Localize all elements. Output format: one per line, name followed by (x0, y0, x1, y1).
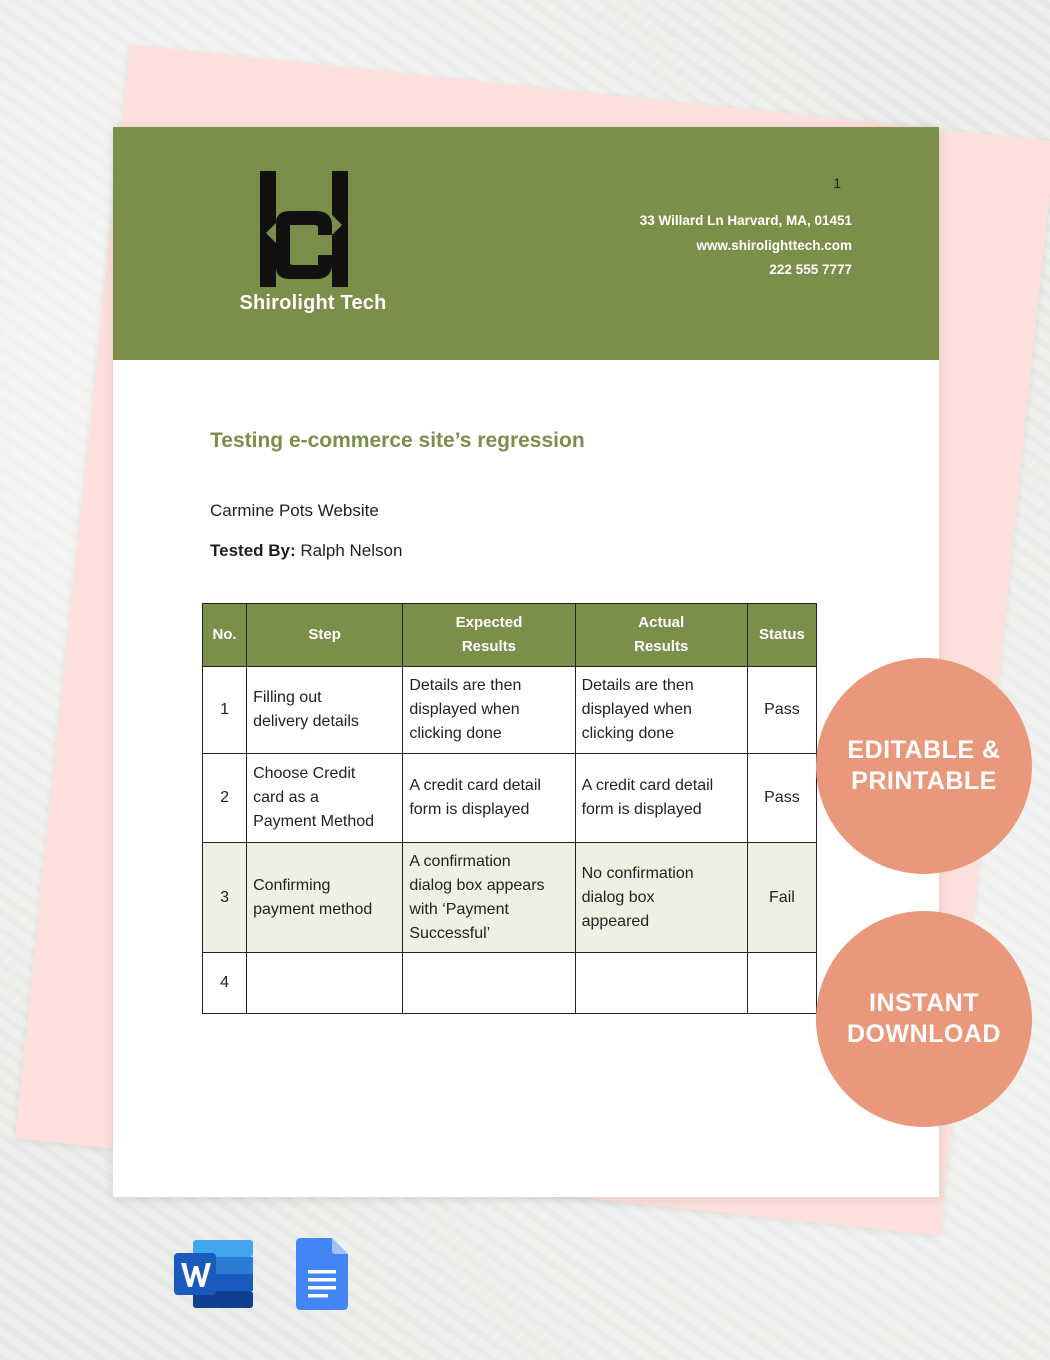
cell-step (247, 843, 403, 953)
table-row (203, 667, 817, 754)
header-step: Step (247, 604, 403, 667)
cell-line: with ‘Payment (409, 900, 509, 918)
header-actual-line: Results (634, 638, 689, 655)
cell-actual (575, 953, 747, 1014)
company-phone: 222 555 7777 (769, 262, 852, 277)
cell-line: No confirmation (581, 864, 694, 882)
test-results-table (202, 603, 817, 1014)
cell-line: A credit card detail (409, 777, 541, 794)
contact-block (640, 209, 852, 283)
header-actual-line: Actual (638, 614, 685, 631)
cell-step (247, 667, 403, 754)
google-docs-icon (296, 1238, 348, 1310)
microsoft-word-icon (173, 1238, 255, 1310)
cell-line: form is displayed (581, 801, 702, 818)
table-header-row (203, 604, 817, 667)
table-row (203, 754, 817, 843)
company-website: www.shirolighttech.com (696, 237, 852, 253)
cell-no: 3 (203, 843, 247, 953)
company-name: Shirolight Tech (239, 292, 387, 314)
tested-by (210, 541, 402, 561)
project-name: Carmine Pots Website (210, 501, 379, 520)
header-actual (575, 604, 747, 667)
letterhead (113, 127, 939, 360)
company-address: 33 Willard Ln Harvard, MA, 01451 (639, 213, 852, 228)
cell-line: Confirming (253, 876, 331, 894)
header-expected-line: Expected (455, 614, 523, 631)
cell-line: clicking done (581, 725, 675, 742)
tested-by-label: Tested By: (210, 541, 296, 560)
cell-actual (575, 843, 747, 953)
cell-no: 4 (203, 953, 247, 1014)
cell-line: dialog box appears (409, 876, 545, 894)
cell-line: clicking done (409, 725, 502, 742)
badge-line: EDITABLE & (847, 736, 1001, 764)
instant-download-badge (816, 911, 1032, 1127)
badge-line: INSTANT (869, 989, 979, 1017)
cell-line: Details are then (581, 677, 694, 694)
table-row (203, 953, 817, 1014)
cell-status: Fail (747, 843, 816, 953)
table-row (203, 843, 817, 953)
cell-line: displayed when (409, 701, 520, 718)
badge-line: PRINTABLE (851, 767, 997, 795)
header-expected-line: Results (461, 638, 517, 655)
badge-line: DOWNLOAD (847, 1020, 1001, 1048)
header-status: Status (747, 604, 816, 667)
cell-line: Choose Credit (253, 765, 356, 782)
cell-status: Pass (747, 754, 816, 843)
cell-line: card as a (253, 789, 319, 806)
cell-expected (403, 843, 575, 953)
cell-line: delivery details (253, 713, 359, 730)
cell-line: payment method (253, 900, 373, 918)
cell-line: A confirmation (409, 852, 511, 870)
cell-actual (575, 667, 747, 754)
document-page (113, 127, 939, 1197)
cell-line: Payment Method (253, 813, 375, 830)
header-expected (403, 604, 575, 667)
header-no: No. (203, 604, 247, 667)
document-title: Testing e-commerce site’s regression (210, 429, 585, 452)
company-logo-icon (256, 171, 352, 291)
tested-by-value: Ralph Nelson (300, 541, 403, 560)
cell-line: appeared (581, 912, 650, 930)
cell-step (247, 953, 403, 1014)
cell-line: Filling out (253, 689, 322, 706)
cell-no: 2 (203, 754, 247, 843)
editable-printable-badge (816, 658, 1032, 874)
cell-status: Pass (747, 667, 816, 754)
cell-line: dialog box (581, 888, 655, 906)
cell-line: Details are then (409, 677, 522, 694)
cell-expected (403, 953, 575, 1014)
cell-expected (403, 667, 575, 754)
cell-status (747, 953, 816, 1014)
cell-line: displayed when (581, 701, 692, 718)
cell-line: Successful’ (409, 924, 491, 942)
cell-line: form is displayed (409, 801, 530, 818)
cell-no: 1 (203, 667, 247, 754)
cell-step (247, 754, 403, 843)
cell-line: A credit card detail (581, 777, 714, 794)
page-number: 1 (833, 175, 841, 191)
cell-actual (575, 754, 747, 843)
cell-expected (403, 754, 575, 843)
